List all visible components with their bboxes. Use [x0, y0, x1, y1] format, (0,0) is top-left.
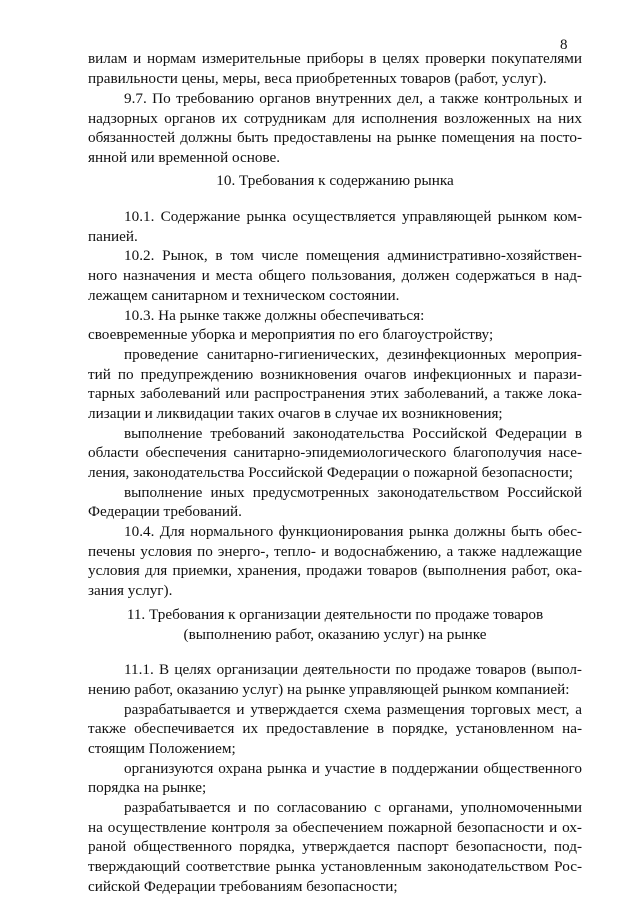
paragraph-first-line: 10.4. Для нормального функционирования рынка должны быть обес- [124, 523, 582, 540]
paragraph-last-line: правильности цены, меры, веса приобретенных товаров (работ, услуг). [88, 70, 547, 87]
paragraph-last-line: своевременные уборка и мероприятия по его благоустройству; [88, 326, 494, 343]
paragraph-first-line: 11.1. В целях организации деятельности по продаже товаров (выпол- [124, 661, 582, 678]
text-line: обязанностей должны быть предоставлены на рынке помещения на посто- [88, 129, 582, 146]
paragraph-last-line: нению работ, оказанию услуг) на рынке управляющей рынком компанией: [88, 681, 570, 698]
section-heading: 10. Требования к содержанию рынка [216, 172, 454, 189]
text-line: области обеспечения санитарно-эпидемиологического благополучия насе- [88, 444, 582, 461]
paragraph-last-line: Федерации требований. [88, 503, 242, 520]
paragraph-first-line: разрабатывается и по согласованию с органами, уполномоченными [124, 799, 582, 816]
paragraph-last-line: ления, законодательства Российской Федерации о пожарной безопасности; [88, 464, 573, 481]
text-line: раной общественного порядка, утверждается паспорт безопасности, под- [88, 838, 582, 855]
text-line: также обеспечивается их предоставление в порядке, установленном на- [88, 720, 582, 737]
text-line: надзорных органов их сотрудникам для исполнения возложенных на них [88, 110, 582, 127]
text-line: условия для приемки, хранения, продажи товаров (выполнения работ, ока- [88, 562, 582, 579]
paragraph-first-line: 9.7. По требованию органов внутренних дел, а также контрольных и [124, 90, 582, 107]
section-heading: (выполнению работ, оказанию услуг) на рынке [183, 626, 487, 643]
paragraph-last-line: панией. [88, 228, 138, 245]
text-line: на осуществление контроля за обеспечением пожарной безопасности и ох- [88, 819, 582, 836]
text-line: тарных заболеваний или распространения этих заболеваний, а также лока- [88, 385, 582, 402]
paragraph-last-line: лизации и ликвидации таких очагов в случае их возникновения; [88, 405, 503, 422]
paragraph-first-line: выполнение требований законодательства Российской Федерации в [124, 425, 582, 442]
paragraph-first-line: разрабатывается и утверждается схема размещения торговых мест, а [124, 701, 582, 718]
paragraph-first-line: 10.1. Содержание рынка осуществляется управляющей рынком ком- [124, 208, 582, 225]
page-number: 8 [560, 37, 568, 53]
section-heading: 11. Требования к организации деятельности по продаже товаров [126, 606, 544, 623]
paragraph-first-line: 10.2. Рынок, в том числе помещения административно-хозяйствен- [124, 247, 582, 264]
text-line: тверждающий соответствие рынка установленным законодательством Рос- [88, 858, 582, 875]
text-line: вилам и нормам измерительные приборы в целях проверки покупателями [88, 50, 582, 67]
paragraph-last-line: сийской Федерации требованиям безопасности; [88, 878, 398, 895]
paragraph-first-line: проведение санитарно-гигиенических, дезинфекционных мероприя- [124, 346, 582, 363]
paragraph-first-line: организуются охрана рынка и участие в поддержании общественного [124, 760, 582, 777]
paragraph-last-line: стоящим Положением; [88, 740, 236, 757]
paragraph-last-line: зания услуг). [88, 582, 173, 599]
paragraph-last-line: янной или временной основе. [88, 149, 281, 166]
paragraph-last-line: порядка на рынке; [88, 779, 207, 796]
paragraph-last-line: лежащем санитарном и техническом состоянии. [88, 287, 400, 304]
text-line: ного назначения и места общего пользования, должен содержаться в над- [88, 267, 582, 284]
paragraph-first-line: выполнение иных предусмотренных законодательством Российской [124, 484, 582, 501]
text-line: тий по предупреждению возникновения очагов инфекционных и парази- [88, 366, 582, 383]
paragraph-first-line: 10.3. На рынке также должны обеспечиваться: [124, 307, 425, 324]
text-line: печены условия по энерго-, тепло- и водоснабжению, а также надлежащие [88, 543, 582, 560]
